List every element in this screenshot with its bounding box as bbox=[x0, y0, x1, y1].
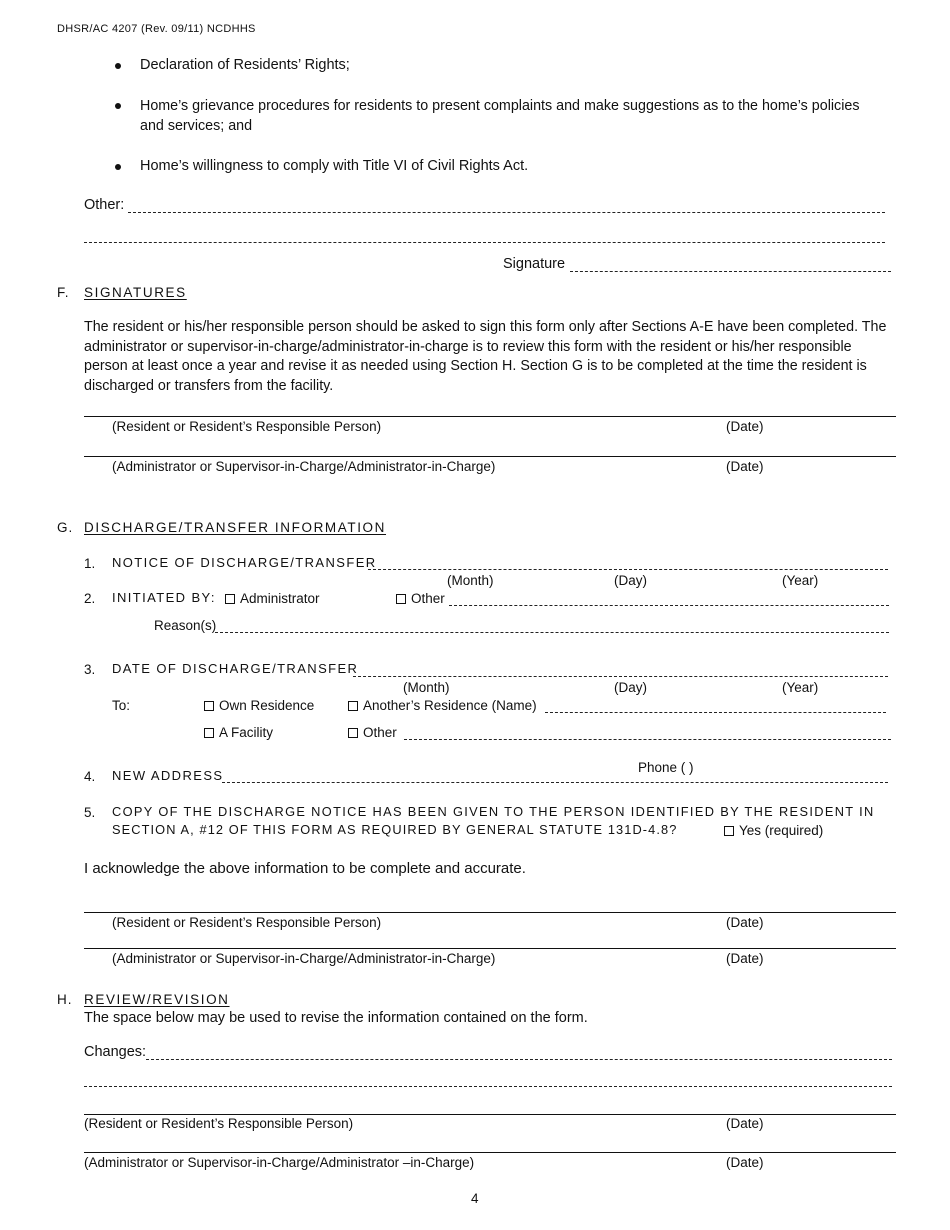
item1-number: 1. bbox=[84, 556, 96, 571]
g-signature-line-resident[interactable] bbox=[84, 912, 896, 913]
item1-label: NOTICE OF DISCHARGE/TRANSFER bbox=[112, 555, 377, 570]
section-h-letter: H. bbox=[57, 992, 73, 1007]
checkbox-icon[interactable] bbox=[204, 701, 214, 711]
another-residence-field[interactable] bbox=[545, 712, 886, 713]
initiated-admin-option[interactable] bbox=[225, 591, 320, 606]
section-g-title: DISCHARGE/TRANSFER INFORMATION bbox=[84, 520, 387, 535]
checkbox-icon[interactable] bbox=[225, 594, 235, 604]
section-f-paragraph: The resident or his/her responsible person should be asked to sign this form only after Sections A-E have been completed. The administrator or supervisor-in-charge/administrator-in-charge is to review this form with the resident or his/her responsible person at least once a year and revise it as needed using Section H. Section G is to be completed at the time the resident is discharged or transfers from the facility. bbox=[84, 319, 887, 394]
other-label: Other: bbox=[84, 197, 125, 213]
g-sig-admin-date-label: (Date) bbox=[726, 951, 764, 966]
sig-resident-date-label: (Date) bbox=[726, 419, 764, 434]
item5-line2: SECTION A, #12 OF THIS FORM AS REQUIRED BY GENERAL STATUTE 131D-4.8? bbox=[112, 822, 678, 837]
item4-number: 4. bbox=[84, 769, 96, 784]
signature-line-admin[interactable] bbox=[84, 456, 896, 457]
item4-label: NEW ADDRESS bbox=[112, 768, 224, 783]
bullet-grievance: Home’s grievance procedures for residents to present complaints and make suggestions as to the home’s policies and services; and bbox=[140, 98, 860, 134]
initiated-admin-label: Administrator bbox=[240, 591, 320, 606]
other-field[interactable] bbox=[128, 212, 885, 213]
changes-label: Changes: bbox=[84, 1044, 147, 1060]
changes-field[interactable] bbox=[146, 1059, 892, 1060]
month-caption-2: (Month) bbox=[403, 680, 450, 695]
new-address-field[interactable] bbox=[222, 782, 888, 783]
g-sig-resident-date-label: (Date) bbox=[726, 915, 764, 930]
initiated-other-label: Other bbox=[411, 591, 445, 606]
sig-resident-label: (Resident or Resident’s Responsible Person) bbox=[112, 419, 382, 434]
to-label: To: bbox=[112, 698, 131, 713]
another-residence-option[interactable] bbox=[348, 698, 537, 713]
reasons-field[interactable] bbox=[215, 632, 889, 633]
item2-label: INITIATED BY: bbox=[112, 590, 216, 605]
own-residence-label: Own Residence bbox=[219, 698, 315, 713]
signature-line-resident[interactable] bbox=[84, 416, 896, 417]
form-id: DHSR/AC 4207 (Rev. 09/11) NCDHHS bbox=[57, 23, 256, 35]
page-number: 4 bbox=[471, 1191, 479, 1206]
day-caption: (Day) bbox=[614, 573, 647, 588]
signature-field[interactable] bbox=[570, 271, 891, 272]
notice-date-field[interactable] bbox=[368, 569, 888, 570]
checkbox-icon[interactable] bbox=[204, 728, 214, 738]
discharge-date-field[interactable] bbox=[353, 676, 888, 677]
h-signature-line-admin[interactable] bbox=[84, 1152, 896, 1153]
bullet-dot bbox=[115, 103, 121, 109]
bullet-dot bbox=[115, 63, 121, 69]
h-sig-resident-date-label: (Date) bbox=[726, 1116, 764, 1131]
discharge-notice-yes-option[interactable] bbox=[724, 823, 823, 838]
section-f-letter: F. bbox=[57, 285, 70, 300]
year-caption: (Year) bbox=[782, 573, 819, 588]
item5-line1: COPY OF THE DISCHARGE NOTICE HAS BEEN GIVEN TO THE PERSON IDENTIFIED BY THE RESIDENT IN bbox=[112, 804, 875, 819]
section-h-intro: The space below may be used to revise the information contained on the form. bbox=[84, 1010, 588, 1026]
h-sig-admin-date-label: (Date) bbox=[726, 1155, 764, 1170]
signature-label: Signature bbox=[503, 256, 566, 272]
year-caption-2: (Year) bbox=[782, 680, 819, 695]
checkbox-icon[interactable] bbox=[724, 826, 734, 836]
item2-number: 2. bbox=[84, 591, 96, 606]
checkbox-icon[interactable] bbox=[396, 594, 406, 604]
reasons-label: Reason(s) bbox=[154, 618, 217, 633]
initiated-other-option[interactable] bbox=[396, 591, 445, 606]
section-h-title: REVIEW/REVISION bbox=[84, 992, 230, 1007]
phone-label: Phone ( ) bbox=[638, 760, 694, 775]
acknowledge-statement: I acknowledge the above information to be complete and accurate. bbox=[84, 860, 526, 877]
to-other-label: Other bbox=[363, 725, 397, 740]
h-sig-admin-label: (Administrator or Supervisor-in-Charge/Administrator –in-Charge) bbox=[84, 1155, 475, 1170]
bullet-dot bbox=[115, 164, 121, 170]
day-caption-2: (Day) bbox=[614, 680, 647, 695]
g-sig-admin-label: (Administrator or Supervisor-in-Charge/Administrator-in-Charge) bbox=[112, 951, 496, 966]
changes-field-line2[interactable] bbox=[84, 1086, 892, 1087]
sig-admin-date-label: (Date) bbox=[726, 459, 764, 474]
month-caption: (Month) bbox=[447, 573, 494, 588]
bullet-residents-rights: Declaration of Residents’ Rights; bbox=[140, 57, 350, 73]
g-sig-resident-label: (Resident or Resident’s Responsible Person) bbox=[112, 915, 382, 930]
checkbox-icon[interactable] bbox=[348, 701, 358, 711]
to-other-option[interactable] bbox=[348, 725, 397, 740]
item3-number: 3. bbox=[84, 662, 96, 677]
section-g-letter: G. bbox=[57, 520, 74, 535]
h-signature-line-resident[interactable] bbox=[84, 1114, 896, 1115]
discharge-notice-yes-label: Yes (required) bbox=[739, 823, 824, 838]
item5-number: 5. bbox=[84, 805, 96, 820]
h-sig-resident-label: (Resident or Resident’s Responsible Person) bbox=[84, 1116, 354, 1131]
item3-label: DATE OF DISCHARGE/TRANSFER bbox=[112, 661, 359, 676]
facility-option[interactable] bbox=[204, 725, 273, 740]
another-residence-label: Another’s Residence (Name) bbox=[363, 698, 537, 713]
bullet-title-vi: Home’s willingness to comply with Title VI of Civil Rights Act. bbox=[140, 158, 529, 174]
own-residence-option[interactable] bbox=[204, 698, 314, 713]
other-field-line2[interactable] bbox=[84, 242, 885, 243]
checkbox-icon[interactable] bbox=[348, 728, 358, 738]
g-signature-line-admin[interactable] bbox=[84, 948, 896, 949]
initiated-other-field[interactable] bbox=[449, 605, 889, 606]
section-f-title: SIGNATURES bbox=[84, 285, 187, 300]
to-other-field[interactable] bbox=[404, 739, 891, 740]
sig-admin-label: (Administrator or Supervisor-in-Charge/Administrator-in-Charge) bbox=[112, 459, 496, 474]
facility-label: A Facility bbox=[219, 725, 274, 740]
